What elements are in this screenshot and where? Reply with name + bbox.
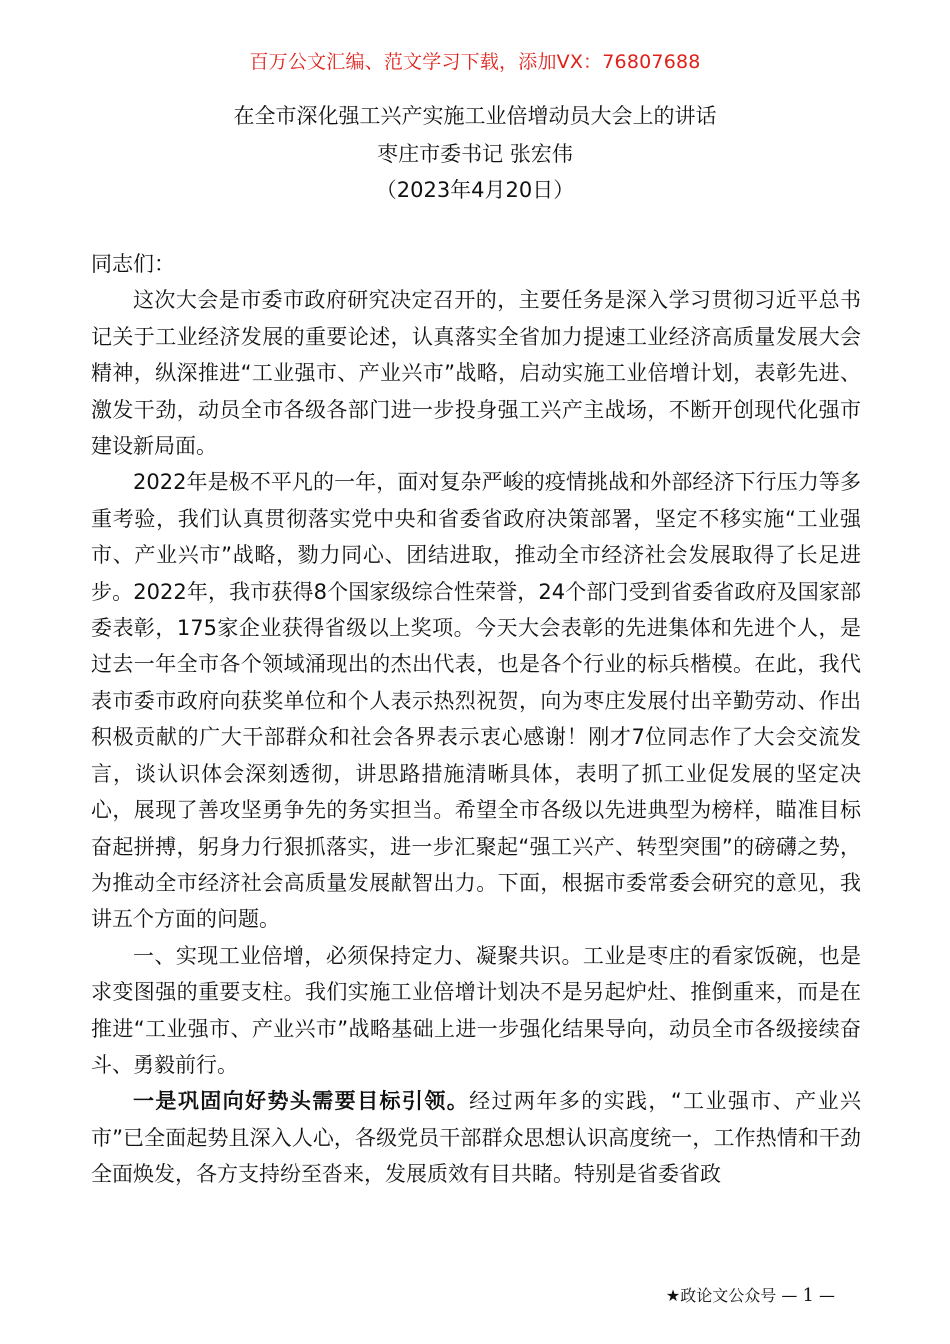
speech-author: 枣庄市委书记 张宏伟 [377,142,573,166]
speech-body [91,246,861,1193]
paragraph-4-heading: 一是巩固向好势头需要目标引领。 [133,1089,470,1114]
watermark: 百万公文汇编、范文学习下载，添加VX：76807688 [249,51,701,73]
paragraph-2: 2022年是极不平凡的一年，面对复杂严峻的疫情挑战和外部经济下行压力等多重考验，我们认真贯彻落实党中央和省委省政府决策部署，坚定不移实施“工业强市、产业兴市”战略，勠力同心、团结进取，推动全市经济社会发展取得了长足进步。2022年，我市获得8个国家级综合性荣誉，24个部门受到省委省政府及国家部委表彰，175家企业获得省级以上奖项。今天大会表彰的先进集体和先进个人，是过去一年全市各个领域涌现出的杰出代表，也是各个行业的标兵楷模。在此，我代表市委市政府向获奖单位和个人表示热烈祝贺，向为枣庄发展付出辛勤劳动、作出积极贡献的广大干部群众和社会各界表示衷心感谢！刚才7位同志作了大会交流发言，谈认识体会深刻透彻，讲思路措施清晰具体，表明了抓工业促发展的坚定决心，展现了善攻坚勇争先的务实担当。希望全市各级以先进典型为榜样，瞄准目标奋起拼搏，躬身力行狠抓落实，进一步汇聚起“强工兴产、转型突围”的磅礴之势，为推动全市经济社会高质量发展献智出力。下面，根据市委常委会研究的意见，我讲五个方面的问题。 [91,470,861,932]
page-number: 1 [802,1285,814,1306]
footer-dash-left: — [781,1286,798,1305]
paragraph-1: 这次大会是市委市政府研究决定召开的，主要任务是深入学习贯彻习近平总书记关于工业经济发展的重要论述，认真落实全省加力提速工业经济高质量发展大会精神，纵深推进“工业强市、产业兴市”战略，启动实施工业倍增计划，表彰先进、激发干劲，动员全市各级各部门进一步投身强工兴产主战场，不断开创现代化强市建设新局面。 [91,288,861,459]
paragraph-4-text: 经过两年多的实践，“工业强市、产业兴市”已全面起势且深入人心，各级党员干部群众思想认识高度统一，工作热情和干劲全面焕发，各方支持纷至沓来，发展质效有目共睹。特别是省委省政 [91,1089,861,1187]
speech-title: 在全市深化强工兴产实施工业倍增动员大会上的讲话 [233,104,717,128]
paragraph-3: 一、实现工业倍增，必须保持定力、凝聚共识。工业是枣庄的看家饭碗，也是求变图强的重要支柱。我们实施工业倍增计划决不是另起炉灶、推倒重来，而是在推进“工业强市、产业兴市”战略基础上进一步强化结果导向，动员全市各级接续奋斗、勇毅前行。 [91,943,861,1077]
paragraph-4 [91,1083,861,1192]
salutation: 同志们： [91,252,175,276]
page-footer [666,1283,835,1306]
footer-dash-right: — [819,1286,835,1305]
footer-source: ★政论文公众号 [665,1286,777,1305]
speech-date: （2023年4月20日） [375,178,575,202]
